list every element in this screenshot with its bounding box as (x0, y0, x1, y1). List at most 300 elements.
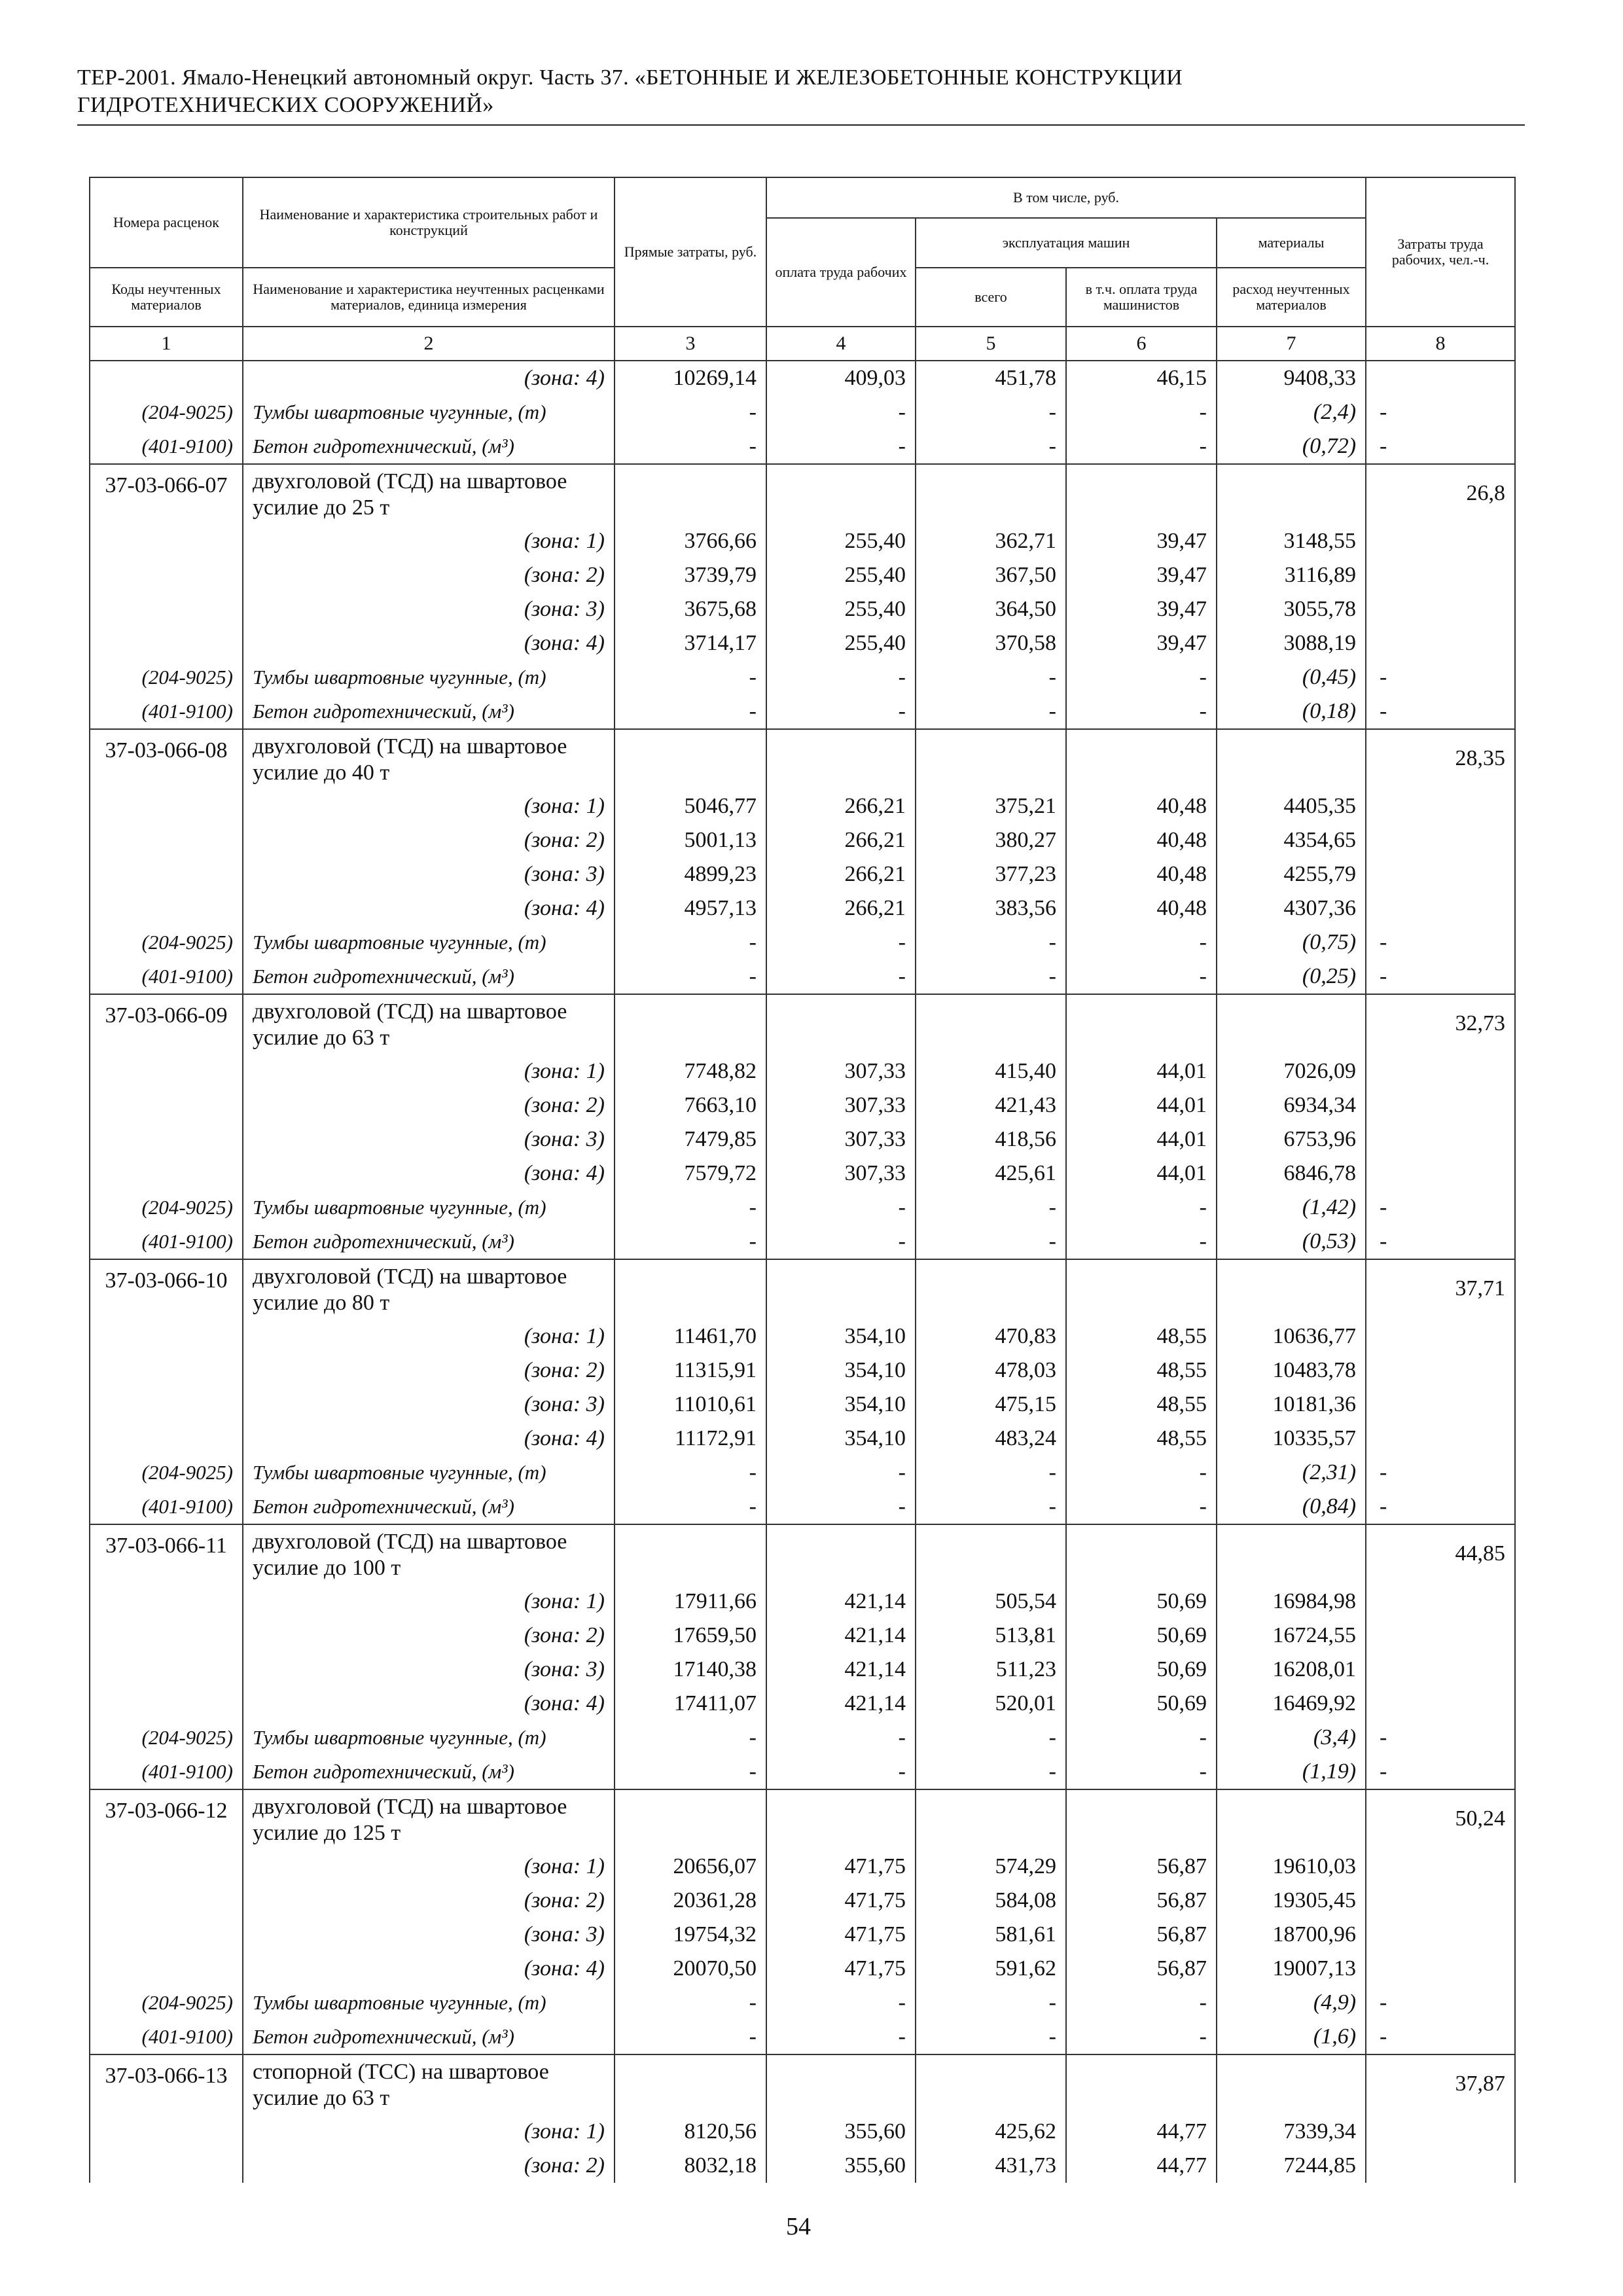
zone-label: (зона: 2) (243, 558, 615, 592)
zone-label: (зона: 2) (243, 1088, 615, 1122)
material-name: Бетон гидротехнический, (м³) (243, 1755, 615, 1789)
material-cost: 3088,19 (1217, 626, 1366, 660)
empty-cell (766, 464, 916, 524)
zone-row (90, 857, 1515, 891)
zone-label: (зона: 4) (243, 626, 615, 660)
dash-cell: - (916, 1225, 1066, 1259)
direct-cost: 8032,18 (615, 2149, 766, 2183)
machine-cost: 574,29 (916, 1850, 1066, 1884)
empty-cell (766, 1524, 916, 1585)
operator-labor-cost: 44,77 (1066, 2149, 1217, 2183)
empty-cell (615, 994, 766, 1054)
machine-cost: 377,23 (916, 857, 1066, 891)
zone-row (90, 1422, 1515, 1456)
dash-cell: - (916, 1986, 1066, 2020)
operator-labor-cost: 48,55 (1066, 1388, 1217, 1422)
dash-cell: - (766, 1986, 916, 2020)
empty-cell (1217, 1789, 1366, 1850)
page-number: 54 (786, 2213, 811, 2240)
zone-row (90, 1388, 1515, 1422)
material-cost: 16984,98 (1217, 1585, 1366, 1619)
zone-label: (зона: 1) (243, 1054, 615, 1088)
zone-row (90, 789, 1515, 823)
material-consumption: (0,18) (1217, 694, 1366, 729)
dash-cell: - (615, 1986, 766, 2020)
empty-cell (90, 361, 243, 395)
direct-cost: 8120,56 (615, 2115, 766, 2149)
operator-labor-cost: 50,69 (1066, 1619, 1217, 1653)
header-line-2: ГИДРОТЕХНИЧЕСКИХ СООРУЖЕНИЙ» (77, 93, 494, 117)
material-consumption: (1,42) (1217, 1191, 1366, 1225)
material-name: Тумбы швартовные чугунные, (т) (243, 660, 615, 694)
material-code: (401-9100) (90, 429, 243, 464)
rate-title-row (90, 1259, 1515, 1319)
dash-cell: - (916, 1191, 1066, 1225)
rate-code: 37-03-066-10 (90, 1259, 243, 1456)
zone-label: (зона: 2) (243, 2149, 615, 2183)
dash-cell: - (916, 395, 1066, 429)
page-header (77, 64, 1524, 119)
zone-row (90, 626, 1515, 660)
labor-cost: 307,33 (766, 1054, 916, 1088)
empty-cell (1217, 464, 1366, 524)
zone-row (90, 558, 1515, 592)
material-code: (401-9100) (90, 1755, 243, 1789)
dash-cell: - (766, 1755, 916, 1789)
empty-cell (1066, 464, 1217, 524)
zone-row (90, 361, 1515, 395)
labor-hours: 26,8 (1366, 464, 1515, 660)
machine-cost: 380,27 (916, 823, 1066, 857)
machine-cost: 483,24 (916, 1422, 1066, 1456)
labor-cost: 307,33 (766, 1122, 916, 1157)
material-code: (401-9100) (90, 960, 243, 994)
labor-cost: 266,21 (766, 823, 916, 857)
material-row (90, 1755, 1515, 1789)
operator-labor-cost: 39,47 (1066, 626, 1217, 660)
dash-cell: - (766, 660, 916, 694)
operator-labor-cost: 56,87 (1066, 1918, 1217, 1952)
material-code: (204-9025) (90, 1986, 243, 2020)
col-number: 8 (1366, 327, 1515, 361)
labor-cost: 471,75 (766, 1952, 916, 1986)
direct-cost: 7479,85 (615, 1122, 766, 1157)
rate-title-row (90, 1789, 1515, 1850)
dash-cell: - (1366, 1755, 1515, 1789)
machine-cost: 425,61 (916, 1157, 1066, 1191)
zone-row (90, 1884, 1515, 1918)
direct-cost: 3766,66 (615, 524, 766, 558)
dash-cell: - (1066, 1986, 1217, 2020)
rate-name: двухголовой (ТСД) на швартовое усилие до 100 т (243, 1524, 615, 1585)
labor-cost: 421,14 (766, 1619, 916, 1653)
dash-cell: - (1066, 429, 1217, 464)
empty-cell (1066, 2054, 1217, 2115)
labor-cost: 266,21 (766, 857, 916, 891)
operator-labor-cost: 39,47 (1066, 592, 1217, 626)
labor-cost: 255,40 (766, 558, 916, 592)
zone-label: (зона: 3) (243, 1653, 615, 1687)
zone-row (90, 1122, 1515, 1157)
rate-code: 37-03-066-09 (90, 994, 243, 1191)
labor-cost: 307,33 (766, 1157, 916, 1191)
zone-row (90, 2149, 1515, 2183)
dash-cell: - (1066, 925, 1217, 960)
empty-cell (615, 1789, 766, 1850)
operator-labor-cost: 50,69 (1066, 1585, 1217, 1619)
operator-labor-cost: 40,48 (1066, 891, 1217, 925)
machine-cost: 425,62 (916, 2115, 1066, 2149)
header-rule (77, 124, 1525, 126)
header-col-workers: Затраты труда рабочих, чел.-ч. (1366, 177, 1515, 327)
labor-cost: 421,14 (766, 1585, 916, 1619)
material-name: Тумбы швартовные чугунные, (т) (243, 395, 615, 429)
machine-cost: 478,03 (916, 1354, 1066, 1388)
material-name: Бетон гидротехнический, (м³) (243, 694, 615, 729)
zone-row (90, 2115, 1515, 2149)
labor-cost: 354,10 (766, 1422, 916, 1456)
col-number: 7 (1217, 327, 1366, 361)
col-number: 3 (615, 327, 766, 361)
material-consumption: (1,19) (1217, 1755, 1366, 1789)
rate-code: 37-03-066-13 (90, 2054, 243, 2183)
material-cost: 7244,85 (1217, 2149, 1366, 2183)
operator-labor-cost: 39,47 (1066, 558, 1217, 592)
direct-cost: 20656,07 (615, 1850, 766, 1884)
material-name: Тумбы швартовные чугунные, (т) (243, 1721, 615, 1755)
material-code: (204-9025) (90, 395, 243, 429)
material-consumption: (1,6) (1217, 2020, 1366, 2054)
machine-cost: 418,56 (916, 1122, 1066, 1157)
machine-cost: 581,61 (916, 1918, 1066, 1952)
dash-cell: - (1366, 2020, 1515, 2054)
empty-cell (1217, 2054, 1366, 2115)
direct-cost: 10269,14 (615, 361, 766, 395)
material-name: Тумбы швартовные чугунные, (т) (243, 925, 615, 960)
direct-cost: 17911,66 (615, 1585, 766, 1619)
material-cost: 4255,79 (1217, 857, 1366, 891)
dash-cell: - (615, 694, 766, 729)
material-name: Тумбы швартовные чугунные, (т) (243, 1456, 615, 1490)
col-number: 6 (1066, 327, 1217, 361)
material-cost: 3055,78 (1217, 592, 1366, 626)
material-code: (204-9025) (90, 1456, 243, 1490)
empty-cell (766, 1789, 916, 1850)
empty-cell (1066, 1259, 1217, 1319)
operator-labor-cost: 56,87 (1066, 1952, 1217, 1986)
dash-cell: - (766, 2020, 916, 2054)
zone-label: (зона: 2) (243, 1884, 615, 1918)
zone-row (90, 823, 1515, 857)
dash-cell: - (1066, 2020, 1217, 2054)
empty-cell (1217, 1259, 1366, 1319)
zone-label: (зона: 4) (243, 1157, 615, 1191)
material-code: (401-9100) (90, 694, 243, 729)
operator-labor-cost: 44,01 (1066, 1122, 1217, 1157)
dash-cell: - (615, 2020, 766, 2054)
material-cost: 7339,34 (1217, 2115, 1366, 2149)
empty-cell (1066, 994, 1217, 1054)
dash-cell: - (1366, 1456, 1515, 1490)
rate-code: 37-03-066-11 (90, 1524, 243, 1721)
rate-name: двухголовой (ТСД) на швартовое усилие до 125 т (243, 1789, 615, 1850)
material-row (90, 1456, 1515, 1490)
empty-cell (1217, 1524, 1366, 1585)
empty-cell (916, 1524, 1066, 1585)
material-name: Бетон гидротехнический, (м³) (243, 960, 615, 994)
rate-title-row (90, 994, 1515, 1054)
dash-cell: - (766, 1191, 916, 1225)
table-header (90, 177, 1515, 361)
zone-label: (зона: 1) (243, 1319, 615, 1354)
material-row (90, 429, 1515, 464)
material-name: Бетон гидротехнический, (м³) (243, 1225, 615, 1259)
dash-cell: - (1366, 1490, 1515, 1524)
zone-row (90, 1319, 1515, 1354)
dash-cell: - (1066, 1755, 1217, 1789)
material-consumption: (0,53) (1217, 1225, 1366, 1259)
rate-name: двухголовой (ТСД) на швартовое усилие до 40 т (243, 729, 615, 789)
material-code: (204-9025) (90, 1191, 243, 1225)
dash-cell: - (1366, 694, 1515, 729)
machine-cost: 520,01 (916, 1687, 1066, 1721)
labor-cost: 354,10 (766, 1319, 916, 1354)
empty-cell (916, 1789, 1066, 1850)
material-row (90, 694, 1515, 729)
labor-cost: 421,14 (766, 1653, 916, 1687)
empty-cell (615, 464, 766, 524)
material-consumption: (2,31) (1217, 1456, 1366, 1490)
operator-labor-cost: 40,48 (1066, 857, 1217, 891)
dash-cell: - (766, 1721, 916, 1755)
header-col-direct: Прямые затраты, руб. (615, 177, 766, 327)
empty-cell (615, 729, 766, 789)
material-cost: 10181,36 (1217, 1388, 1366, 1422)
dash-cell: - (766, 1490, 916, 1524)
zone-label: (зона: 3) (243, 1918, 615, 1952)
labor-cost: 421,14 (766, 1687, 916, 1721)
material-cost: 19305,45 (1217, 1884, 1366, 1918)
material-cost: 16724,55 (1217, 1619, 1366, 1653)
machine-cost: 451,78 (916, 361, 1066, 395)
labor-cost: 471,75 (766, 1884, 916, 1918)
dash-cell: - (1066, 1490, 1217, 1524)
labor-hours: 44,85 (1366, 1524, 1515, 1721)
zone-row (90, 1687, 1515, 1721)
material-code: (204-9025) (90, 925, 243, 960)
direct-cost: 17659,50 (615, 1619, 766, 1653)
material-consumption: (0,25) (1217, 960, 1366, 994)
operator-labor-cost: 39,47 (1066, 524, 1217, 558)
header-materials: материалы (1217, 218, 1366, 268)
material-cost: 6934,34 (1217, 1088, 1366, 1122)
direct-cost: 11315,91 (615, 1354, 766, 1388)
material-name: Тумбы швартовные чугунные, (т) (243, 1191, 615, 1225)
labor-cost: 307,33 (766, 1088, 916, 1122)
zone-row (90, 1619, 1515, 1653)
machine-cost: 475,15 (916, 1388, 1066, 1422)
material-consumption: (2,4) (1217, 395, 1366, 429)
col-number: 5 (916, 327, 1066, 361)
material-cost: 19007,13 (1217, 1952, 1366, 1986)
dash-cell: - (766, 1225, 916, 1259)
material-cost: 7026,09 (1217, 1054, 1366, 1088)
material-row (90, 1986, 1515, 2020)
dash-cell: - (615, 925, 766, 960)
direct-cost: 20361,28 (615, 1884, 766, 1918)
material-cost: 9408,33 (1217, 361, 1366, 395)
operator-labor-cost: 44,01 (1066, 1088, 1217, 1122)
labor-cost: 255,40 (766, 626, 916, 660)
material-code: (401-9100) (90, 2020, 243, 2054)
zone-label: (зона: 3) (243, 857, 615, 891)
dash-cell: - (916, 1456, 1066, 1490)
zone-label: (зона: 4) (243, 891, 615, 925)
operator-labor-cost: 56,87 (1066, 1850, 1217, 1884)
direct-cost: 17411,07 (615, 1687, 766, 1721)
labor-hours: 32,73 (1366, 994, 1515, 1191)
material-cost: 6753,96 (1217, 1122, 1366, 1157)
material-row (90, 1191, 1515, 1225)
rate-code: 37-03-066-12 (90, 1789, 243, 1986)
labor-cost: 354,10 (766, 1354, 916, 1388)
material-cost: 6846,78 (1217, 1157, 1366, 1191)
labor-cost: 471,75 (766, 1918, 916, 1952)
dash-cell: - (766, 395, 916, 429)
rate-title-row (90, 729, 1515, 789)
dash-cell: - (916, 925, 1066, 960)
rate-title-row (90, 2054, 1515, 2115)
direct-cost: 11010,61 (615, 1388, 766, 1422)
direct-cost: 3739,79 (615, 558, 766, 592)
rate-code: 37-03-066-07 (90, 464, 243, 660)
direct-cost: 3714,17 (615, 626, 766, 660)
zone-label: (зона: 1) (243, 2115, 615, 2149)
header-col-mat-code: Коды неучтенных материалов (90, 268, 243, 327)
machine-cost: 367,50 (916, 558, 1066, 592)
zone-label: (зона: 1) (243, 1850, 615, 1884)
machine-cost: 383,56 (916, 891, 1066, 925)
labor-cost: 255,40 (766, 592, 916, 626)
operator-labor-cost: 46,15 (1066, 361, 1217, 395)
material-cost: 16208,01 (1217, 1653, 1366, 1687)
dash-cell: - (1366, 395, 1515, 429)
direct-cost: 5001,13 (615, 823, 766, 857)
empty-cell (916, 1259, 1066, 1319)
rate-name: стопорной (ТСС) на швартовое усилие до 63 т (243, 2054, 615, 2115)
machine-cost: 470,83 (916, 1319, 1066, 1354)
direct-cost: 20070,50 (615, 1952, 766, 1986)
direct-cost: 19754,32 (615, 1918, 766, 1952)
dash-cell: - (615, 1225, 766, 1259)
direct-cost: 7579,72 (615, 1157, 766, 1191)
zone-label: (зона: 1) (243, 524, 615, 558)
rate-name: двухголовой (ТСД) на швартовое усилие до 25 т (243, 464, 615, 524)
machine-cost: 362,71 (916, 524, 1066, 558)
material-cost: 4307,36 (1217, 891, 1366, 925)
dash-cell: - (615, 429, 766, 464)
empty-cell (766, 2054, 916, 2115)
zone-label: (зона: 4) (243, 1422, 615, 1456)
machine-cost: 431,73 (916, 2149, 1066, 2183)
machine-cost: 421,43 (916, 1088, 1066, 1122)
direct-cost: 3675,68 (615, 592, 766, 626)
zone-row (90, 1354, 1515, 1388)
operator-labor-cost: 44,01 (1066, 1054, 1217, 1088)
material-consumption: (4,9) (1217, 1986, 1366, 2020)
zone-row (90, 1157, 1515, 1191)
empty-cell (916, 2054, 1066, 2115)
direct-cost: 4899,23 (615, 857, 766, 891)
zone-label: (зона: 4) (243, 1952, 615, 1986)
empty-cell (766, 994, 916, 1054)
direct-cost: 7748,82 (615, 1054, 766, 1088)
zone-label: (зона: 3) (243, 1122, 615, 1157)
dash-cell: - (916, 2020, 1066, 2054)
zone-row (90, 1088, 1515, 1122)
labor-cost: 354,10 (766, 1388, 916, 1422)
empty-cell (1066, 729, 1217, 789)
direct-cost: 17140,38 (615, 1653, 766, 1687)
zone-row (90, 1952, 1515, 1986)
labor-cost: 409,03 (766, 361, 916, 395)
material-code: (204-9025) (90, 660, 243, 694)
material-cost: 3116,89 (1217, 558, 1366, 592)
empty-cell (615, 1259, 766, 1319)
zone-row (90, 524, 1515, 558)
dash-cell: - (1066, 1191, 1217, 1225)
labor-cost: 471,75 (766, 1850, 916, 1884)
empty-cell (615, 2054, 766, 2115)
dash-cell: - (1066, 694, 1217, 729)
empty-cell (916, 464, 1066, 524)
direct-cost: 4957,13 (615, 891, 766, 925)
labor-hours: 37,71 (1366, 1259, 1515, 1456)
empty-cell (1366, 361, 1515, 395)
operator-labor-cost: 50,69 (1066, 1687, 1217, 1721)
machine-cost: 375,21 (916, 789, 1066, 823)
empty-cell (1217, 729, 1366, 789)
material-name: Бетон гидротехнический, (м³) (243, 1490, 615, 1524)
dash-cell: - (1066, 660, 1217, 694)
dash-cell: - (1366, 1225, 1515, 1259)
zone-label: (зона: 1) (243, 789, 615, 823)
dash-cell: - (1366, 1721, 1515, 1755)
zone-label: (зона: 3) (243, 592, 615, 626)
material-cost: 10636,77 (1217, 1319, 1366, 1354)
material-row (90, 1721, 1515, 1755)
dash-cell: - (1066, 960, 1217, 994)
rate-title-row (90, 1524, 1515, 1585)
empty-cell (1217, 994, 1366, 1054)
dash-cell: - (615, 660, 766, 694)
material-code: (204-9025) (90, 1721, 243, 1755)
empty-cell (916, 994, 1066, 1054)
zone-row (90, 1850, 1515, 1884)
empty-cell (916, 729, 1066, 789)
dash-cell: - (615, 1191, 766, 1225)
dash-cell: - (1366, 1986, 1515, 2020)
material-consumption: (0,72) (1217, 429, 1366, 464)
dash-cell: - (916, 1490, 1066, 1524)
empty-cell (615, 1524, 766, 1585)
machine-cost: 591,62 (916, 1952, 1066, 1986)
dash-cell: - (916, 694, 1066, 729)
material-cost: 4354,65 (1217, 823, 1366, 857)
dash-cell: - (916, 1755, 1066, 1789)
dash-cell: - (615, 1755, 766, 1789)
machine-cost: 584,08 (916, 1884, 1066, 1918)
